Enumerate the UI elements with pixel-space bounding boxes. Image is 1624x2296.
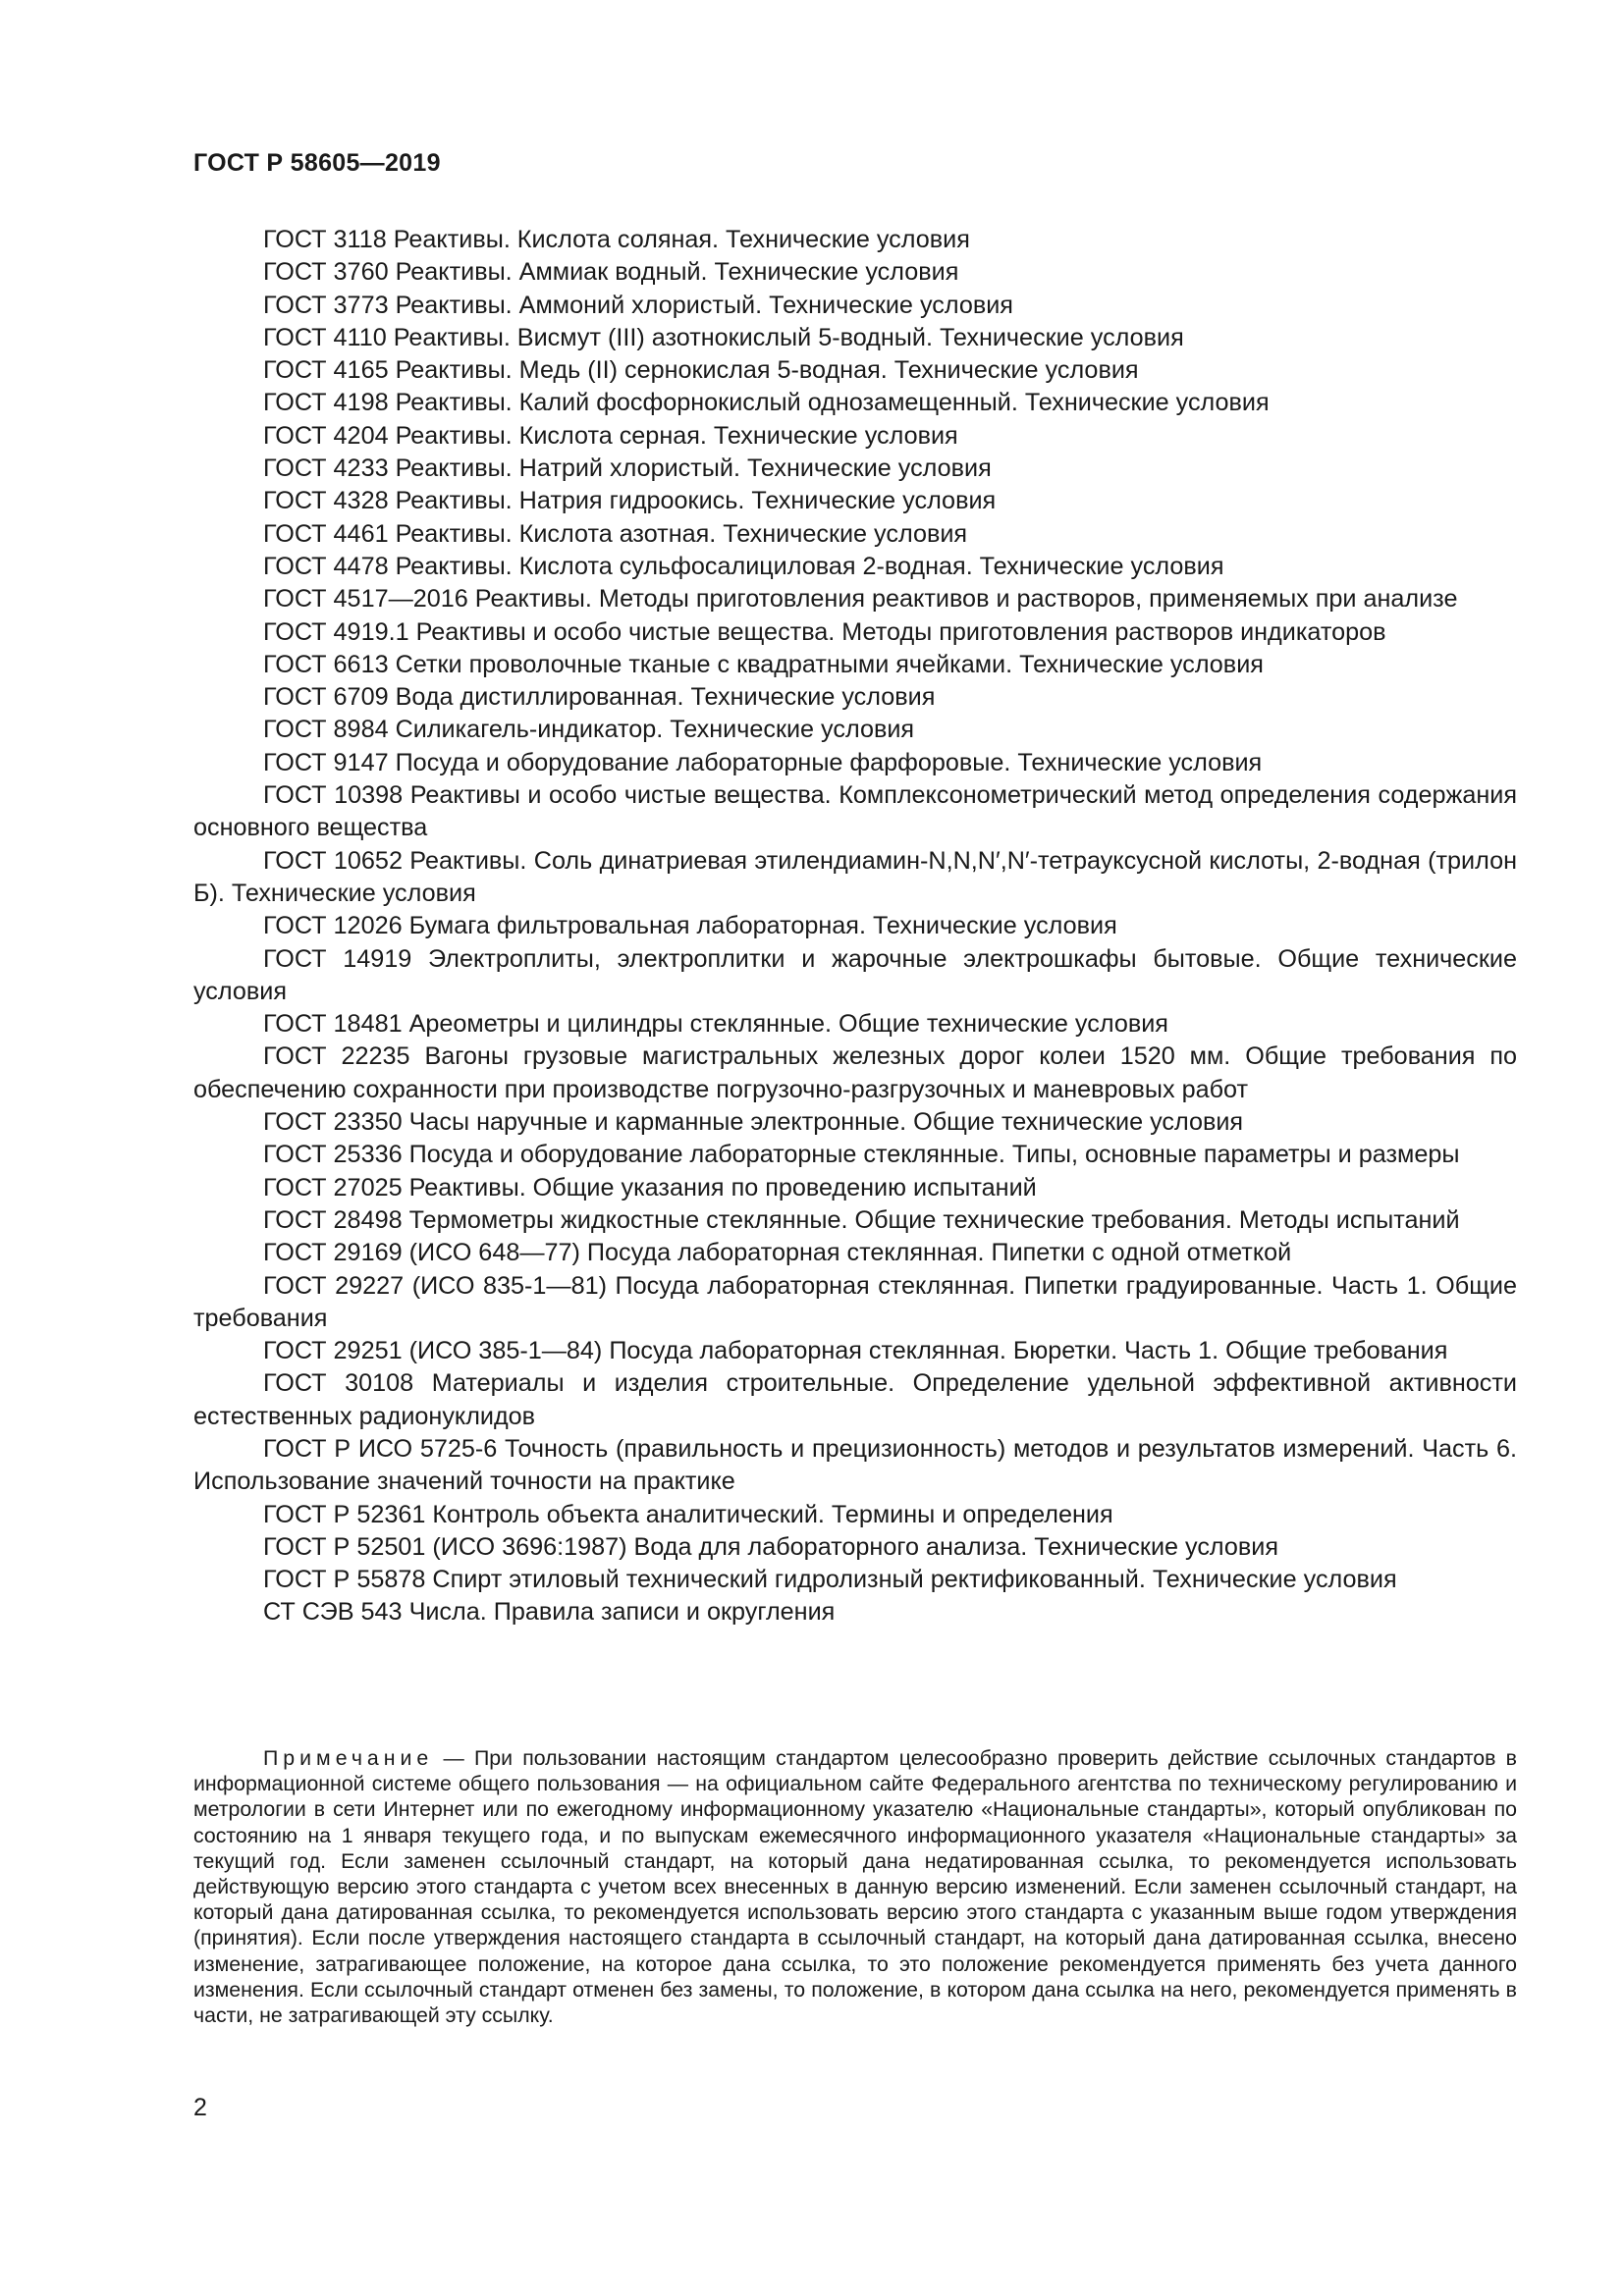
reference-item: ГОСТ 14919 Электроплиты, электроплитки и жарочные электрошкафы бытовые. Общие технические условия — [193, 944, 1517, 1005]
reference-item: ГОСТ 6709 Вода дистиллированная. Технические условия — [263, 683, 936, 712]
reference-item: ГОСТ 6613 Сетки проволочные тканые с квадратными ячейками. Технические условия — [263, 650, 1264, 678]
reference-item: ГОСТ 4478 Реактивы. Кислота сульфосалициловая 2-водная. Технические условия — [263, 552, 1224, 580]
reference-item: ГОСТ 28498 Термометры жидкостные стеклянные. Общие технические требования. Методы испытаний — [263, 1205, 1460, 1234]
reference-item: ГОСТ 10652 Реактивы. Соль динатриевая этилендиамин-N,N,N′,N′-тетрауксусной кислоты, 2-водная (трилон Б). Технические условия — [193, 846, 1517, 907]
reference-item: ГОСТ 4110 Реактивы. Висмут (III) азотнокислый 5-водный. Технические условия — [263, 323, 1184, 351]
reference-item: СТ СЭВ 543 Числа. Правила записи и округления — [263, 1598, 836, 1627]
reference-item: ГОСТ 27025 Реактивы. Общие указания по проведению испытаний — [263, 1173, 1037, 1201]
reference-item: ГОСТ Р ИСО 5725-6 Точность (правильность и прецизионность) методов и результатов измерений. Часть 6. Использование значений точности на практике — [193, 1434, 1517, 1496]
reference-item: ГОСТ 4919.1 Реактивы и особо чистые вещества. Методы приготовления растворов индикаторов — [263, 617, 1386, 646]
reference-item: ГОСТ 4233 Реактивы. Натрий хлористый. Технические условия — [263, 454, 992, 483]
reference-item: ГОСТ 3773 Реактивы. Аммоний хлористый. Технические условия — [263, 291, 1013, 319]
reference-item: ГОСТ 4461 Реактивы. Кислота азотная. Технические условия — [263, 519, 968, 548]
reference-item: ГОСТ 4198 Реактивы. Калий фосфорнокислый однозамещенный. Технические условия — [263, 389, 1270, 417]
reference-item: ГОСТ 3760 Реактивы. Аммиак водный. Технические условия — [263, 258, 959, 287]
note-paragraph — [193, 1745, 1517, 2028]
reference-item: ГОСТ Р 55878 Спирт этиловый технический гидролизный ректификованный. Технические условия — [263, 1566, 1397, 1594]
page-number: 2 — [193, 2094, 207, 2121]
reference-item: ГОСТ 3118 Реактивы. Кислота соляная. Технические условия — [263, 226, 970, 253]
reference-item: ГОСТ 4328 Реактивы. Натрия гидроокись. Технические условия — [263, 487, 997, 515]
reference-item: ГОСТ 29227 (ИСО 835-1—81) Посуда лабораторная стеклянная. Пипетки градуированные. Часть 1. Общие требования — [193, 1271, 1517, 1332]
normative-references-list — [193, 224, 1517, 1629]
reference-item: ГОСТ 22235 Вагоны грузовые магистральных железных дорог колеи 1520 мм. Общие требования по обеспечению сохранности при производстве погрузочно-разгрузочных и маневровых работ — [193, 1042, 1517, 1103]
reference-item: ГОСТ 30108 Материалы и изделия строительные. Определение удельной эффективной активности естественных радионуклидов — [193, 1369, 1517, 1430]
reference-item: ГОСТ 29169 (ИСО 648—77) Посуда лабораторная стеклянная. Пипетки с одной отметкой — [263, 1239, 1292, 1267]
reference-item: ГОСТ 9147 Посуда и оборудование лабораторные фарфоровые. Технические условия — [263, 748, 1263, 776]
reference-item: ГОСТ 29251 (ИСО 385-1—84) Посуда лабораторная стеклянная. Бюретки. Часть 1. Общие требования — [263, 1337, 1448, 1365]
reference-item: ГОСТ Р 52361 Контроль объекта аналитический. Термины и определения — [263, 1500, 1113, 1528]
reference-item: ГОСТ 12026 Бумага фильтровальная лабораторная. Технические условия — [263, 912, 1117, 940]
document-header-title: ГОСТ Р 58605—2019 — [193, 149, 441, 177]
reference-item: ГОСТ 25336 Посуда и оборудование лабораторные стеклянные. Типы, основные параметры и размеры — [263, 1141, 1460, 1169]
reference-item: ГОСТ Р 52501 (ИСО 3696:1987) Вода для лабораторного анализа. Технические условия — [263, 1532, 1279, 1561]
reference-item: ГОСТ 18481 Ареометры и цилиндры стеклянные. Общие технические условия — [263, 1010, 1168, 1039]
note-label: Примечание — [263, 1746, 434, 1770]
reference-item: ГОСТ 4517—2016 Реактивы. Методы приготовления реактивов и растворов, применяемых при анализе — [263, 585, 1458, 614]
note-text: — При пользовании настоящим стандартом целесообразно проверить действие ссылочных стандартов в информационной системе общего пользования — на официальном сайте Федерального агентства по техническому регулированию и метрологии в сети Интернет или по ежегодному информационному указателю «Национальные стандарты», который опубликован по состоянию на 1 января текущего года, и по выпускам ежемесячного информационного указателя «Национальные стандарты» за текущий год. Если заменен ссылочный стандарт, на который дана недатированная ссылка, то рекомендуется использовать действующую версию этого стандарта с учетом всех внесенных в данную версию изменений. Если заменен ссылочный стандарт, на который дана датированная ссылка, то рекомендуется использовать версию этого стандарта с указанным выше годом утверждения (принятия). Если после утверждения настоящего стандарта в ссылочный стандарт, на который дана датированная ссылка, внесено изменение, затрагивающее положение, на которое дана ссылка, то это положение рекомендуется применять без учета данного изменения. Если ссылочный стандарт отменен без замены, то положение, в котором дана ссылка на него, рекомендуется применять в части, не затрагивающей эту ссылку. — [193, 1746, 1517, 2028]
reference-item: ГОСТ 10398 Реактивы и особо чистые вещества. Комплексонометрический метод определения содержания основного вещества — [193, 781, 1517, 842]
reference-item: ГОСТ 8984 Силикагель-индикатор. Технические условия — [263, 716, 915, 744]
reference-item: ГОСТ 4165 Реактивы. Медь (II) сернокислая 5-водная. Технические условия — [263, 356, 1139, 385]
reference-item: ГОСТ 4204 Реактивы. Кислота серная. Технические условия — [263, 421, 958, 450]
reference-item: ГОСТ 23350 Часы наручные и карманные электронные. Общие технические условия — [263, 1108, 1244, 1137]
